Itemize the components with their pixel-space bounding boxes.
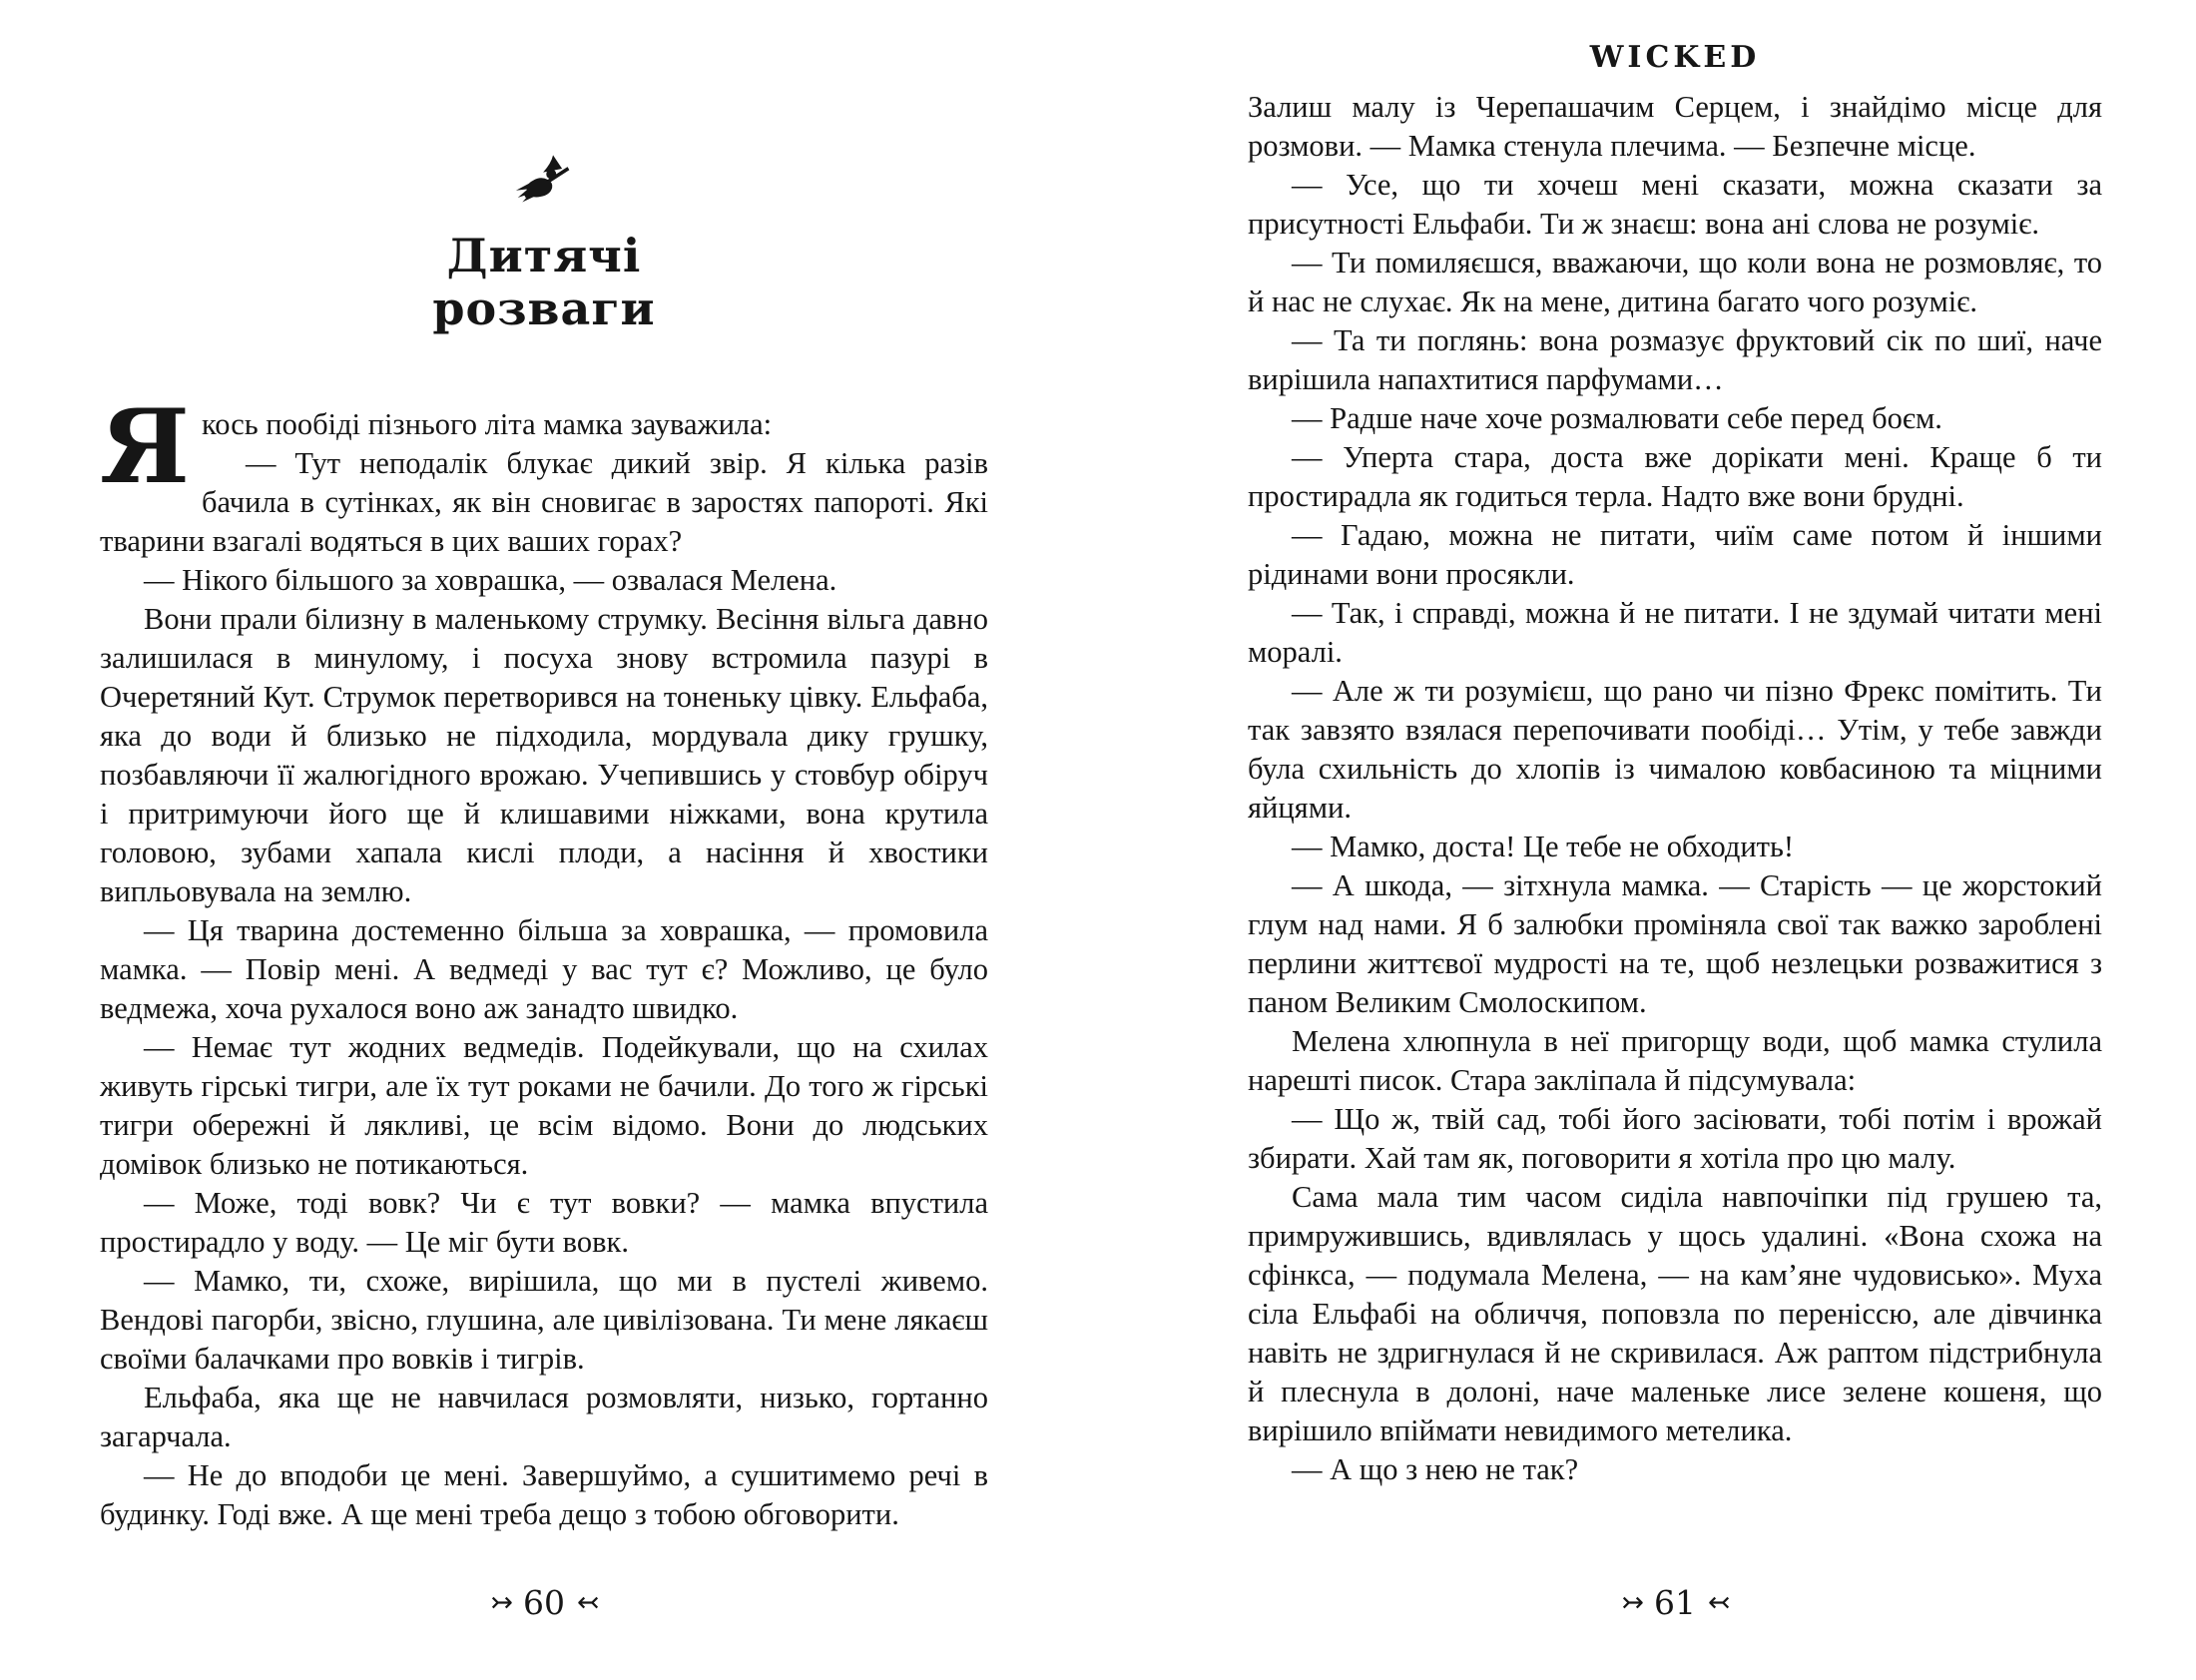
paragraph: — Що ж, твій сад, тобі його засіювати, тобі потім і врожай збирати. Хай там як, поговорити я хотіла про цю малу. — [1248, 1102, 2102, 1175]
paragraph: — Гадаю, можна не питати, чиїм саме потом й іншими рідинами вони просякли. — [1248, 518, 2102, 591]
paragraph: Сама мала тим часом сиділа навпочіпки під грушею та, примружившись, вдивлялась у щось удалині. «Вона схожа на сфінкса, — подумала Мелена, — на кам’яне чудовисько». Муха сіла Ельфабі на обличчя, поповзла по переніссю, але дівчинка навіть не здригнулася й не скривилася. Аж раптом підстрибнула й плеснула в долоні, наче маленьке лисе зелене кошеня, що вирішило впіймати невидимого метелика. — [1248, 1180, 2102, 1447]
footer-arrow-left-icon: ↢ — [1708, 1587, 1729, 1618]
paragraph: — Немає тут жодних ведмедів. Подейкували, що на схилах живуть гірські тигри, але їх тут роками не бачили. До того ж гірські тигри обережні й лякливі, це всім відомо. Вони до людських домівок близько не потикаються. — [100, 1030, 988, 1181]
paragraph: — Тут неподалік блукає дикий звір. Я кілька разів бачила в сутінках, як він сновигає в заростях папороті. Які тварини взагалі водяться в цих ваших горах? — [100, 446, 988, 558]
paragraph: — Радше наче хоче розмалювати себе перед боєм. — [1292, 401, 1942, 435]
right-page-footer — [1248, 1583, 2102, 1622]
paragraph: — Мамко, ти, схоже, вирішила, що ми в пустелі живемо. Вендові пагорби, звісно, глушина, але цивілізована. Ти мене лякаєш своїми балачками про вовків і тигрів. — [100, 1264, 988, 1376]
paragraph: — А що з нею не так? — [1292, 1452, 1579, 1486]
right-page-text — [1248, 88, 2102, 1489]
left-page-text — [100, 387, 988, 1534]
paragraph: — Може, тоді вовк? Чи є тут вовки? — мамка впустила простирадло у воду. — Це міг бути вовк. — [100, 1186, 988, 1259]
paragraph: — Уперта стара, доста вже дорікати мені. Краще б ти простирадла як годиться терла. Надто вже вони брудні. — [1248, 440, 2102, 513]
chapter-title-line1: Дитячі — [446, 229, 642, 282]
paragraph: — Та ти поглянь: вона розмазує фруктовий сік по шиї, наче вирішила напахтитися парфумами… — [1248, 323, 2102, 396]
chapter-heading — [100, 152, 988, 335]
footer-arrow-right-icon: ↣ — [490, 1587, 511, 1618]
footer-arrow-left-icon: ↢ — [577, 1587, 598, 1618]
witch-on-broom-icon — [515, 152, 573, 204]
paragraph: — Ця тварина достеменно більша за ховрашка, — промовила мамка. — Повір мені. А ведмеді у вас тут є? Можливо, це було ведмежа, хоча рухалося воно аж занадто швидко. — [100, 913, 988, 1025]
paragraph: — Ти помиляєшся, вважаючи, що коли вона не розмовляє, то й нас не слухає. Як на мене, дитина багато чого розуміє. — [1248, 246, 2102, 318]
page-number-right: 61 — [1654, 1583, 1696, 1622]
paragraph: — Не до вподоби це мені. Завершуймо, а сушитимемо речі в будинку. Годі вже. А ще мені треба дещо з тобою обговорити. — [100, 1458, 988, 1531]
paragraph: — Так, і справді, можна й не питати. І не здумай читати мені моралі. — [1248, 596, 2102, 669]
paragraph: — Мамко, доста! Це тебе не обходить! — [1292, 830, 1795, 863]
paragraph: Вони прали білизну в маленькому струмку. Весіння вільга давно залишилася в минулому, і посуха знову встромила пазурі в Очеретяний Кут. Струмок перетворився на тоненьку цівку. Ельфаба, яка до води й близько не підходила, мордувала дику грушку, позбавляючи її жалюгідного врожаю. Учепившись у стовбур обіруч і притримуючи його ще й клишавими ніжками, вона крутила головою, зубами хапала кислі плоди, а насіння й хвостики випльовувала на землю. — [100, 602, 988, 908]
running-head: WICKED — [1589, 40, 1761, 75]
paragraph: Ельфаба, яка ще не навчилася розмовляти, низько, гортанно загарчала. — [100, 1381, 988, 1453]
chapter-title — [100, 230, 988, 335]
page-number-left: 60 — [523, 1583, 565, 1622]
paragraph: — Усе, що ти хочеш мені сказати, можна сказати за присутності Ельфаби. Ти ж знаєш: вона ані слова не розуміє. — [1248, 168, 2102, 241]
paragraph: — А шкода, — зітхнула мамка. — Старість — це жорстокий глум над нами. Я б залюбки проміняла свої так важко зароблені перлини життєвої мудрості на те, щоб незлецьки розважитися з паном Великим Смолоскипом. — [1248, 868, 2102, 1019]
paragraph: — Нікого більшого за ховрашка, — озвалася Мелена. — [144, 563, 837, 597]
left-page-footer — [100, 1583, 988, 1622]
footer-arrow-right-icon: ↣ — [1621, 1587, 1642, 1618]
paragraph-continuation: Залиш малу із Черепашачим Серцем, і знайдімо місце для розмови. — Мамка стенула плечима. — Безпечне місце. — [1248, 90, 2102, 163]
right-page — [1248, 0, 2102, 1680]
paragraph-text: кось пообіді пізнього літа мамка зауважила: — [201, 407, 773, 441]
paragraph: Мелена хлюпнула в неї пригорщу води, щоб мамка стулила нарешті писок. Стара закліпала й підсумувала: — [1248, 1024, 2102, 1097]
dropcap: Я — [100, 387, 190, 507]
chapter-title-line2: розваги — [432, 281, 656, 335]
paragraph: — Але ж ти розумієш, що рано чи пізно Фрекс помітить. Ти так завзято взялася перепочивати пообіді… Утім, у тебе завжди була схильність до хлопів із чималою ковбасиною та міцними яйцями. — [1248, 674, 2102, 825]
left-page — [100, 0, 988, 1680]
